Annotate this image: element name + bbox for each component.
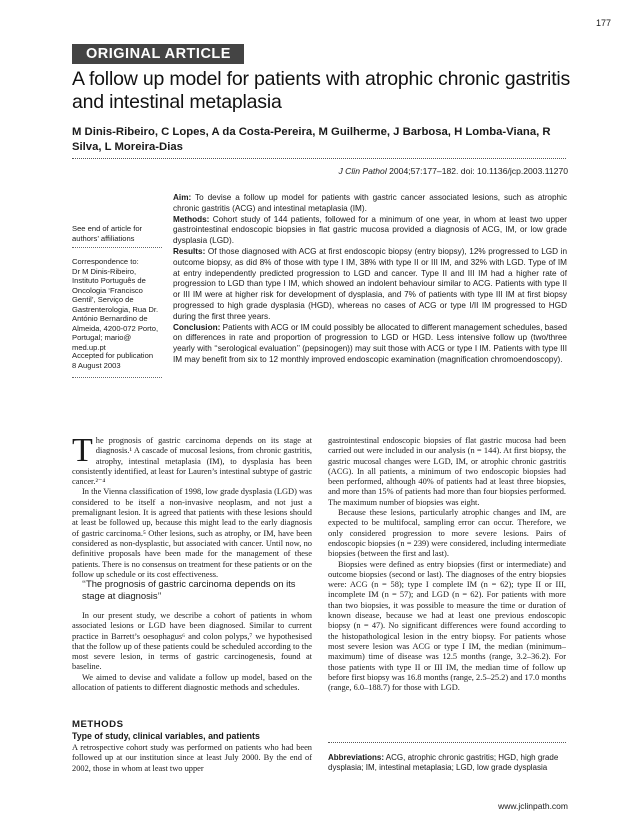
abstract-conclusion-label: Conclusion:	[173, 322, 221, 332]
methods-subheading: Type of study, clinical variables, and patients	[72, 731, 260, 741]
methods-paragraph	[72, 743, 312, 774]
right-paragraph-3: Biopsies were defined as entry biopsies (first or intermediate) and outcome biopsies (second or last). The diagnoses of the entry biopsies were: ACG (n = 58); type I complete IM (n = 62); type II or III, incomplete IM (n = 57); and LGD (n = 62). For patients with more than two biopsies, it was possible to measure the time or duration of known disease, because we had at least one previous endoscopic biopsy (n = 47). No significant differences were found according to the histopathological lesion in the entry biopsy. For patients whose most severe lesion was ACG or type I IM, the median (minimum–maximum) time of disease was 12.5 months (range, 3.2–36.2). For those patients with type II or III IM, the median time of follow up before first biopsy was 16.8 months (range, 2.5–25.2) and 17.0 months (range, 6.0–188.7) for those with LGD.	[328, 559, 566, 693]
methods-text: A retrospective cohort study was performed on patients who had been followed up at our institution since at least July 2000. By the end of 2002, those in whom at least two upper	[72, 743, 312, 773]
correspondence-label: Correspondence to:	[72, 257, 139, 266]
article-title: A follow up model for patients with atrophic chronic gastritis and intestinal metaplasia	[72, 68, 571, 113]
header-divider	[72, 158, 566, 159]
author-list: M Dinis-Ribeiro, C Lopes, A da Costa-Pereira, M Guilherme, J Barbosa, H Lomba-Viana, R Silva, L Moreira-Dias	[72, 126, 551, 153]
abstract-methods-label: Methods:	[173, 214, 210, 224]
accepted-note	[72, 351, 162, 370]
abstract-aim: To devise a follow up model for patients with gastric cancer associated lesions, such as atrophic chronic gastritis (ACG) and intestinal metaplasia (IM).	[173, 193, 567, 213]
body-left-column-2	[72, 611, 312, 693]
intro-paragraph-3: In our present study, we describe a cohort of patients in whom associated lesions or LGD have been diagnosed. Similar to current practice in Barrett’s oesophagus⁶ and colon polyps,⁷ we hypothesised that the follow up of these patients could be scheduled according to the most severe lesion, in terms of gastric carcinogenesis, found at baseline.	[72, 611, 312, 672]
accepted-label: Accepted for publication	[72, 351, 154, 360]
article-type-badge: ORIGINAL ARTICLE	[72, 44, 244, 64]
abstract-conclusion: Patients with ACG or IM could possibly be allocated to different management schedules, based on differences in rate and proportion of progression to LGD or HGD. Less intensive follow up (two/three yearly with ‘‘serological evaluation’’ (pepsinogen)) may suit those with ACG or type I IM. Patients with type III IM may benefit from six to 12 monthly improved endoscopic examination (magnification chromoendoscopy).	[173, 322, 567, 364]
sidebar-divider	[72, 247, 162, 248]
abstract-aim-label: Aim:	[173, 193, 192, 202]
drop-cap: T	[72, 432, 93, 469]
intro-paragraph-2: In the Vienna classification of 1998, low grade dysplasia (LGD) was considered to be itself a non-invasive neoplasm, and not just a premalignant lesion. It is agreed that patients with these lesions should at least be followed up, because this might lead to the early diagnosis of gastric carcinoma.⁵ Other lesions, such as atrophy, or IM, have been considered as non-dysplastic, but associated with cancer. Until now, no definitive proposals have been made for the management of these patients. There is no consensus on treatment for these patients or on the follow up schedule or its cost effectiveness.	[72, 487, 312, 579]
abstract-methods: Cohort study of 144 patients, followed for a minimum of one year, in whom at least two upper gastrointestinal endoscopic biopsies in flat gastric mucosa provided a diagnosis of ACG, IM, or low grade dysplasia (LGD).	[173, 214, 567, 246]
abstract-results: Of those diagnosed with ACG at first endoscopic biopsy (entry biopsy), 12% progressed to LGD in outcome biopsy, as did 8% of those with type I IM, 38% with type II or III IM, and 32% with LGD. Type of IM at entry independently predicted progression to LGD and cancer. Type II and III IM had a higher rate of progression to LGD than type I IM, which showed an indolent behaviour similar to ACG. Patients with type II or III IM were at higher risk for development of dysplasia, and 7% of patients with type III IM at first biopsy progressed to high grade dysplasia (HGD), whereas no cases of ACG or type I/II IM progressed to HGD during the first three years.	[173, 246, 567, 321]
abstract	[173, 193, 567, 366]
see-end-note[interactable]: See end of article for authors’ affiliations	[72, 224, 143, 243]
accepted-date: 8 August 2003	[72, 360, 121, 370]
abbreviations-label: Abbreviations:	[328, 753, 385, 762]
page-number: 177	[596, 18, 612, 28]
intro-paragraph-4: We aimed to devise and validate a follow up model, based on the allocation of patients to different diagnostic methods and schedules.	[72, 672, 312, 693]
intro-paragraph-1: he prognosis of gastric carcinoma depends on its stage at diagnosis.¹ A cascade of mucosal lesions, from chronic gastritis, atrophy, intestinal metaplasia (IM), to dysplasia has been consistently identified, at least for Lauren’s intestinal subtype of gastric cancer.²⁻⁴	[72, 436, 312, 487]
right-paragraph-1: gastrointestinal endoscopic biopsies of flat gastric mucosa had been carried out were included in our analysis (n = 144). At first biopsy, the gastric mucosal changes were LGD, IM, or atrophic chronic gastritis (ACG). In all patients, a minimum of two endoscopic biopsies had been performed, although 40% of patients had at least three biopsies, and more than 15% of patients had more than four biopsies performed. The maximum number of biopsies was eight.	[328, 436, 566, 507]
correspondence-address: Dr M Dinis-Ribeiro, Instituto Português de Oncologia ‘Francisco Gentil’, Serviço de Gastrenterologia, Rua Dr. António Bernardino de Almeida, 4200-072 Porto, Portugal; mario@ med.up.pt	[72, 266, 159, 352]
abbreviations-text: ACG, atrophic chronic gastritis; HGD, high grade dysplasia; IM, intestinal metaplasia; LGD, low grade dysplasia	[328, 753, 559, 772]
citation-details: 2004;57:177–182. doi: 10.1136/jcp.2003.11270	[386, 166, 568, 176]
abstract-results-label: Results:	[173, 246, 206, 256]
correspondence	[72, 257, 162, 352]
sidebar-divider-2	[72, 377, 162, 378]
pull-quote: ‘‘The prognosis of gastric carcinoma depends on its stage at diagnosis’’	[82, 578, 296, 601]
abbreviations	[328, 753, 566, 773]
body-left-column	[72, 432, 312, 580]
right-paragraph-2: Because these lesions, particularly atrophic changes and IM, are expected to be multifocal, sampling error can occur. Therefore, we only considered progression to more severe lesions. Pairs of endoscopic biopsies (n = 239) were considered, including intermediate biopsies (between the first and last).	[328, 508, 566, 559]
citation-journal: J Clin Pathol	[338, 166, 387, 176]
methods-heading: METHODS	[72, 719, 124, 730]
abbrev-divider	[328, 742, 566, 743]
body-right-column	[328, 436, 566, 693]
footer-url[interactable]: www.jclinpath.com	[498, 801, 568, 811]
citation	[338, 166, 568, 176]
